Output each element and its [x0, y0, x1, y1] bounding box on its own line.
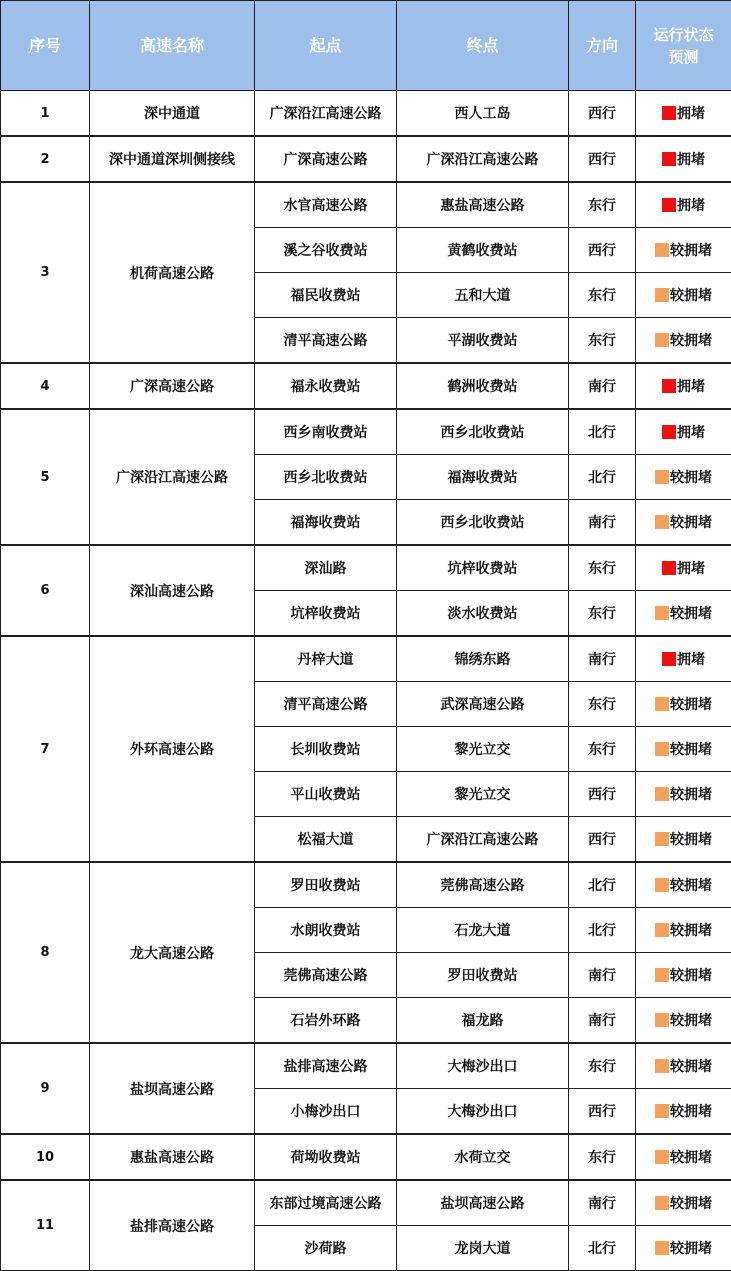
header-status-text: 运行状态 预测: [653, 25, 714, 66]
status-label: 较拥堵: [670, 287, 712, 304]
heavy-traffic-swatch-icon: [655, 1013, 669, 1027]
status-indicator: [655, 1147, 712, 1167]
segment-direction: 西行: [569, 228, 636, 273]
header-status: [636, 1, 731, 91]
segment-end: 大梅沙出口: [397, 1043, 569, 1089]
segment-end: 鹤洲收费站: [397, 363, 569, 409]
segment-start: 水朗收费站: [255, 908, 397, 953]
table-row: [1, 862, 731, 908]
row-index: 11: [1, 1180, 90, 1271]
status-cell: [636, 682, 731, 727]
row-index: 2: [1, 136, 90, 182]
status-indicator: [655, 875, 712, 895]
congested-swatch-icon: [662, 198, 676, 212]
status-indicator: [655, 829, 712, 849]
segment-direction: 东行: [569, 182, 636, 228]
heavy-traffic-swatch-icon: [655, 243, 669, 257]
segment-direction: 南行: [569, 1180, 636, 1226]
segment-end: 锦绣东路: [397, 636, 569, 682]
segment-end: 罗田收费站: [397, 953, 569, 998]
segment-direction: 北行: [569, 862, 636, 908]
status-indicator: [655, 1056, 712, 1076]
segment-direction: 东行: [569, 727, 636, 772]
status-indicator: [655, 965, 712, 985]
segment-start: 清平高速公路: [255, 682, 397, 727]
header-index: 序号: [1, 1, 90, 91]
heavy-traffic-swatch-icon: [655, 1241, 669, 1255]
segment-direction: 西行: [569, 1089, 636, 1135]
segment-start: 福民收费站: [255, 273, 397, 318]
heavy-traffic-swatch-icon: [655, 1059, 669, 1073]
congested-swatch-icon: [662, 106, 676, 120]
status-cell: [636, 727, 731, 772]
segment-start: 广深高速公路: [255, 136, 397, 182]
status-indicator: [655, 1193, 712, 1213]
status-indicator: [655, 467, 712, 487]
highway-name: 深中通道: [90, 91, 255, 137]
status-label: 拥堵: [677, 197, 705, 214]
segment-end: 黎光立交: [397, 772, 569, 817]
status-label: 较拥堵: [670, 1149, 712, 1166]
header-end: 终点: [397, 1, 569, 91]
status-label: 较拥堵: [670, 332, 712, 349]
status-indicator: [662, 649, 705, 669]
segment-end: 水荷立交: [397, 1134, 569, 1180]
status-cell: [636, 409, 731, 455]
status-indicator: [662, 149, 705, 169]
congested-swatch-icon: [662, 152, 676, 166]
segment-start: 小梅沙出口: [255, 1089, 397, 1135]
heavy-traffic-swatch-icon: [655, 968, 669, 982]
table-row: [1, 1134, 731, 1180]
status-label: 较拥堵: [670, 877, 712, 894]
segment-end: 黎光立交: [397, 727, 569, 772]
status-indicator: [662, 376, 705, 396]
status-indicator: [655, 603, 712, 623]
highway-name: 外环高速公路: [90, 636, 255, 862]
segment-start: 东部过境高速公路: [255, 1180, 397, 1226]
table-row: [1, 182, 731, 228]
status-indicator: [655, 1010, 712, 1030]
row-index: 3: [1, 182, 90, 363]
segment-direction: 北行: [569, 908, 636, 953]
row-index: 9: [1, 1043, 90, 1134]
status-cell: [636, 591, 731, 637]
table-body: [1, 91, 731, 1271]
status-cell: [636, 182, 731, 228]
status-cell: [636, 545, 731, 591]
status-label: 较拥堵: [670, 967, 712, 984]
segment-direction: 南行: [569, 500, 636, 546]
status-cell: [636, 953, 731, 998]
status-label: 较拥堵: [670, 242, 712, 259]
status-cell: [636, 817, 731, 863]
status-cell: [636, 455, 731, 500]
segment-end: 平湖收费站: [397, 318, 569, 364]
status-indicator: [662, 103, 705, 123]
row-index: 1: [1, 91, 90, 137]
status-cell: [636, 1180, 731, 1226]
segment-start: 水官高速公路: [255, 182, 397, 228]
header-row: [1, 1, 731, 91]
segment-direction: 西行: [569, 91, 636, 137]
status-cell: [636, 1089, 731, 1135]
status-cell: [636, 363, 731, 409]
status-cell: [636, 772, 731, 817]
header-name: 高速名称: [90, 1, 255, 91]
highway-name: 惠盐高速公路: [90, 1134, 255, 1180]
segment-direction: 南行: [569, 363, 636, 409]
segment-start: 西乡北收费站: [255, 455, 397, 500]
status-indicator: [655, 285, 712, 305]
status-cell: [636, 1226, 731, 1271]
status-indicator: [655, 1238, 712, 1258]
segment-direction: 东行: [569, 682, 636, 727]
segment-start: 平山收费站: [255, 772, 397, 817]
status-indicator: [662, 195, 705, 215]
status-cell: [636, 318, 731, 364]
header-direction: 方向: [569, 1, 636, 91]
status-label: 较拥堵: [670, 1240, 712, 1257]
segment-start: 丹梓大道: [255, 636, 397, 682]
status-label: 拥堵: [677, 424, 705, 441]
segment-start: 盐排高速公路: [255, 1043, 397, 1089]
segment-direction: 东行: [569, 1134, 636, 1180]
status-indicator: [655, 694, 712, 714]
row-index: 4: [1, 363, 90, 409]
segment-direction: 北行: [569, 1226, 636, 1271]
table-row: [1, 363, 731, 409]
table-row: [1, 1043, 731, 1089]
congested-swatch-icon: [662, 379, 676, 393]
segment-end: 福龙路: [397, 998, 569, 1044]
segment-start: 坑梓收费站: [255, 591, 397, 637]
status-cell: [636, 273, 731, 318]
table-row: [1, 136, 731, 182]
table-row: [1, 545, 731, 591]
segment-end: 莞佛高速公路: [397, 862, 569, 908]
segment-direction: 东行: [569, 318, 636, 364]
segment-direction: 东行: [569, 591, 636, 637]
heavy-traffic-swatch-icon: [655, 878, 669, 892]
status-cell: [636, 228, 731, 273]
status-cell: [636, 1043, 731, 1089]
segment-start: 沙荷路: [255, 1226, 397, 1271]
status-cell: [636, 636, 731, 682]
segment-direction: 北行: [569, 409, 636, 455]
status-label: 拥堵: [677, 560, 705, 577]
heavy-traffic-swatch-icon: [655, 1196, 669, 1210]
segment-end: 盐坝高速公路: [397, 1180, 569, 1226]
status-label: 拥堵: [677, 378, 705, 395]
highway-name: 龙大高速公路: [90, 862, 255, 1043]
status-label: 较拥堵: [670, 922, 712, 939]
status-label: 较拥堵: [670, 741, 712, 758]
highway-name: 深中通道深圳侧接线: [90, 136, 255, 182]
status-cell: [636, 136, 731, 182]
status-label: 拥堵: [677, 105, 705, 122]
status-label: 较拥堵: [670, 696, 712, 713]
segment-direction: 北行: [569, 455, 636, 500]
segment-end: 五和大道: [397, 273, 569, 318]
status-indicator: [655, 1101, 712, 1121]
segment-start: 松福大道: [255, 817, 397, 863]
highway-name: 机荷高速公路: [90, 182, 255, 363]
highway-name: 广深沿江高速公路: [90, 409, 255, 545]
heavy-traffic-swatch-icon: [655, 787, 669, 801]
status-cell: [636, 998, 731, 1044]
segment-start: 福永收费站: [255, 363, 397, 409]
heavy-traffic-swatch-icon: [655, 606, 669, 620]
status-indicator: [655, 512, 712, 532]
segment-end: 惠盐高速公路: [397, 182, 569, 228]
table-row: [1, 1180, 731, 1226]
segment-start: 溪之谷收费站: [255, 228, 397, 273]
status-cell: [636, 91, 731, 137]
congested-swatch-icon: [662, 561, 676, 575]
status-indicator: [655, 240, 712, 260]
status-label: 较拥堵: [670, 1012, 712, 1029]
row-index: 8: [1, 862, 90, 1043]
status-indicator: [655, 920, 712, 940]
status-label: 较拥堵: [670, 469, 712, 486]
header-start: 起点: [255, 1, 397, 91]
status-label: 较拥堵: [670, 786, 712, 803]
congested-swatch-icon: [662, 652, 676, 666]
status-label: 较拥堵: [670, 1103, 712, 1120]
status-cell: [636, 500, 731, 546]
status-label: 较拥堵: [670, 1058, 712, 1075]
segment-start: 广深沿江高速公路: [255, 91, 397, 137]
status-indicator: [655, 784, 712, 804]
segment-end: 武深高速公路: [397, 682, 569, 727]
segment-direction: 西行: [569, 772, 636, 817]
status-cell: [636, 1134, 731, 1180]
segment-end: 淡水收费站: [397, 591, 569, 637]
status-indicator: [662, 422, 705, 442]
heavy-traffic-swatch-icon: [655, 1150, 669, 1164]
heavy-traffic-swatch-icon: [655, 333, 669, 347]
segment-start: 福海收费站: [255, 500, 397, 546]
heavy-traffic-swatch-icon: [655, 923, 669, 937]
row-index: 5: [1, 409, 90, 545]
status-label: 较拥堵: [670, 1195, 712, 1212]
segment-end: 西乡北收费站: [397, 500, 569, 546]
status-cell: [636, 908, 731, 953]
segment-start: 莞佛高速公路: [255, 953, 397, 998]
segment-direction: 南行: [569, 953, 636, 998]
heavy-traffic-swatch-icon: [655, 1104, 669, 1118]
row-index: 6: [1, 545, 90, 636]
heavy-traffic-swatch-icon: [655, 742, 669, 756]
row-index: 7: [1, 636, 90, 862]
highway-name: 盐排高速公路: [90, 1180, 255, 1271]
congested-swatch-icon: [662, 425, 676, 439]
segment-end: 广深沿江高速公路: [397, 136, 569, 182]
heavy-traffic-swatch-icon: [655, 697, 669, 711]
status-indicator: [655, 330, 712, 350]
status-label: 拥堵: [677, 651, 705, 668]
status-indicator: [655, 739, 712, 759]
segment-start: 罗田收费站: [255, 862, 397, 908]
table-row: [1, 409, 731, 455]
segment-direction: 西行: [569, 817, 636, 863]
table-row: [1, 91, 731, 137]
status-label: 拥堵: [677, 151, 705, 168]
segment-start: 西乡南收费站: [255, 409, 397, 455]
segment-end: 坑梓收费站: [397, 545, 569, 591]
segment-end: 龙岗大道: [397, 1226, 569, 1271]
segment-direction: 南行: [569, 636, 636, 682]
highway-name: 广深高速公路: [90, 363, 255, 409]
status-indicator: [662, 558, 705, 578]
status-cell: [636, 862, 731, 908]
segment-end: 福海收费站: [397, 455, 569, 500]
segment-end: 西乡北收费站: [397, 409, 569, 455]
segment-start: 荷坳收费站: [255, 1134, 397, 1180]
status-label: 较拥堵: [670, 605, 712, 622]
heavy-traffic-swatch-icon: [655, 470, 669, 484]
status-label: 较拥堵: [670, 514, 712, 531]
segment-start: 清平高速公路: [255, 318, 397, 364]
highway-name: 盐坝高速公路: [90, 1043, 255, 1134]
segment-start: 深汕路: [255, 545, 397, 591]
table-row: [1, 636, 731, 682]
heavy-traffic-swatch-icon: [655, 832, 669, 846]
segment-direction: 东行: [569, 545, 636, 591]
segment-end: 广深沿江高速公路: [397, 817, 569, 863]
segment-end: 石龙大道: [397, 908, 569, 953]
segment-end: 大梅沙出口: [397, 1089, 569, 1135]
segment-end: 西人工岛: [397, 91, 569, 137]
segment-end: 黄鹤收费站: [397, 228, 569, 273]
heavy-traffic-swatch-icon: [655, 515, 669, 529]
segment-direction: 西行: [569, 136, 636, 182]
segment-direction: 南行: [569, 998, 636, 1044]
segment-direction: 东行: [569, 1043, 636, 1089]
segment-start: 长圳收费站: [255, 727, 397, 772]
status-label: 较拥堵: [670, 831, 712, 848]
highway-name: 深汕高速公路: [90, 545, 255, 636]
heavy-traffic-swatch-icon: [655, 288, 669, 302]
segment-direction: 东行: [569, 273, 636, 318]
segment-start: 石岩外环路: [255, 998, 397, 1044]
row-index: 10: [1, 1134, 90, 1180]
